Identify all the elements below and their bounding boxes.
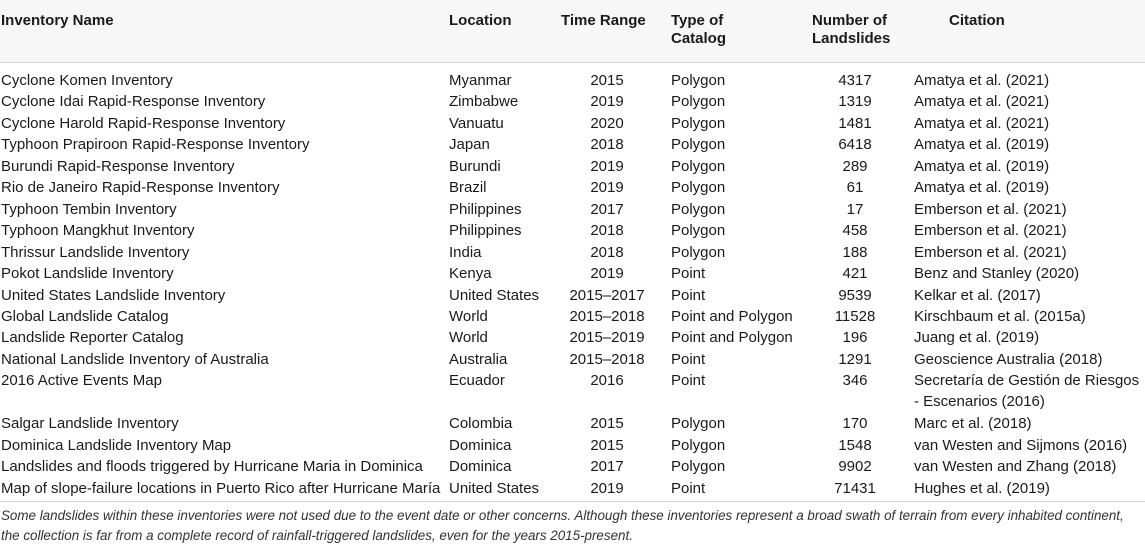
- cell-number-of-landslides: 196: [842, 329, 868, 347]
- cell-location: Vanuatu: [449, 114, 504, 132]
- cell-location: Philippines: [449, 200, 522, 218]
- header-inventory-name: Inventory Name: [1, 12, 114, 29]
- cell-citation: Kirschbaum et al. (2015a): [914, 307, 1086, 325]
- cell-inventory-name: Global Landslide Catalog: [1, 307, 169, 325]
- cell-time-range: 2017: [590, 200, 624, 218]
- cell-time-range: 2020: [590, 114, 624, 132]
- cell-inventory-name: 2016 Active Events Map: [1, 372, 162, 390]
- cell-type-of-catalog: Polygon: [671, 114, 726, 132]
- cell-location: Brazil: [449, 179, 487, 197]
- table-row: [0, 327, 1145, 348]
- cell-number-of-landslides: 6418: [838, 136, 872, 154]
- cell-time-range: 2018: [590, 222, 624, 240]
- cell-citation: van Westen and Sijmons (2016): [914, 436, 1128, 454]
- cell-citation: Emberson et al. (2021): [914, 222, 1067, 240]
- table-row: [0, 242, 1145, 263]
- cell-location: Zimbabwe: [449, 93, 519, 111]
- cell-citation: Juang et al. (2019): [914, 329, 1040, 347]
- cell-type-of-catalog: Polygon: [671, 222, 726, 240]
- cell-inventory-name: Cyclone Komen Inventory: [1, 72, 173, 89]
- cell-type-of-catalog: Point and Polygon: [671, 307, 793, 325]
- cell-number-of-landslides: 458: [842, 222, 868, 240]
- cell-citation: Benz and Stanley (2020): [914, 265, 1080, 283]
- cell-citation: Amatya et al. (2019): [914, 136, 1050, 154]
- cell-number-of-landslides: 346: [842, 372, 868, 390]
- cell-citation: Marc et al. (2018): [914, 415, 1032, 433]
- table-row: [0, 177, 1145, 198]
- cell-inventory-name: Landslide Reporter Catalog: [1, 329, 184, 347]
- table-row: [0, 478, 1145, 499]
- table-row: [0, 456, 1145, 477]
- table-row: [0, 349, 1145, 370]
- cell-time-range: 2019: [590, 265, 624, 283]
- cell-time-range: 2015–2019: [569, 329, 645, 347]
- cell-time-range: 2019: [590, 479, 624, 497]
- cell-time-range: 2019: [590, 157, 624, 175]
- header-number-line2: Landslides: [812, 30, 891, 47]
- cell-inventory-name: Dominica Landslide Inventory Map: [1, 436, 232, 454]
- table-header: [0, 0, 1145, 63]
- cell-time-range: 2015: [590, 415, 624, 433]
- cell-type-of-catalog: Point: [671, 265, 706, 283]
- cell-type-of-catalog: Point: [671, 372, 706, 390]
- cell-type-of-catalog: Polygon: [671, 436, 726, 454]
- cell-type-of-catalog: Polygon: [671, 157, 726, 175]
- cell-type-of-catalog: Point and Polygon: [671, 329, 793, 347]
- cell-type-of-catalog: Polygon: [671, 458, 726, 476]
- cell-location: Philippines: [449, 222, 522, 240]
- cell-time-range: 2015: [590, 436, 624, 454]
- header-number-line1: Number of: [812, 12, 887, 29]
- cell-time-range: 2018: [590, 243, 624, 261]
- cell-number-of-landslides: 1481: [838, 114, 872, 132]
- cell-location: Japan: [449, 136, 490, 154]
- cell-inventory-name: Burundi Rapid-Response Inventory: [1, 157, 235, 175]
- cell-location: Dominica: [449, 458, 512, 476]
- cell-location: India: [449, 243, 482, 261]
- cell-inventory-name: Typhoon Prapiroon Rapid-Response Inventory: [1, 136, 310, 154]
- cell-time-range: 2017: [590, 458, 624, 476]
- cell-number-of-landslides: 61: [846, 179, 864, 197]
- header-location: Location: [449, 12, 512, 29]
- cell-number-of-landslides: 170: [842, 415, 868, 433]
- table-row: [0, 91, 1145, 112]
- cell-location: Kenya: [449, 265, 492, 283]
- cell-time-range: 2015: [590, 72, 624, 89]
- cell-type-of-catalog: Polygon: [671, 179, 726, 197]
- cell-time-range: 2018: [590, 136, 624, 154]
- cell-type-of-catalog: Polygon: [671, 200, 726, 218]
- cell-time-range: 2015–2018: [569, 350, 645, 368]
- cell-citation: Amatya et al. (2021): [914, 93, 1050, 111]
- table-row: [0, 70, 1145, 91]
- cell-citation: Emberson et al. (2021): [914, 243, 1067, 261]
- table-row: [0, 263, 1145, 284]
- table-row: [0, 370, 1145, 411]
- table-footnote: Some landslides within these inventories were not used due to the event date or other concerns. Although these inventories represent a broad swath of terrain from every inhabited continent, the collection is far from a complete record of rainfall-triggered landslides, even for the years 2015-present.: [1, 508, 1124, 543]
- cell-type-of-catalog: Point: [671, 350, 706, 368]
- cell-citation: Hughes et al. (2019): [914, 479, 1050, 497]
- header-type-of-catalog: [671, 12, 726, 48]
- cell-location: World: [449, 307, 488, 325]
- cell-number-of-landslides: 421: [842, 265, 868, 283]
- cell-citation: Amatya et al. (2021): [914, 114, 1050, 132]
- cell-time-range: 2019: [590, 93, 624, 111]
- cell-type-of-catalog: Polygon: [671, 415, 726, 433]
- cell-number-of-landslides: 17: [846, 200, 864, 218]
- cell-number-of-landslides: 71431: [834, 479, 876, 497]
- header-citation: Citation: [949, 12, 1005, 29]
- cell-inventory-name: Typhoon Mangkhut Inventory: [1, 222, 195, 240]
- cell-citation: Amatya et al. (2021): [914, 72, 1050, 89]
- cell-time-range: 2019: [590, 179, 624, 197]
- cell-citation: Amatya et al. (2019): [914, 157, 1050, 175]
- cell-inventory-name: Rio de Janeiro Rapid-Response Inventory: [1, 179, 280, 197]
- cell-number-of-landslides: 188: [842, 243, 868, 261]
- cell-location: Dominica: [449, 436, 512, 454]
- cell-inventory-name: Cyclone Harold Rapid-Response Inventory: [1, 114, 286, 132]
- cell-type-of-catalog: Polygon: [671, 72, 726, 89]
- cell-location: Colombia: [449, 415, 513, 433]
- cell-location: World: [449, 329, 488, 347]
- cell-citation: Kelkar et al. (2017): [914, 286, 1041, 304]
- cell-location: Australia: [449, 350, 508, 368]
- cell-inventory-name: National Landslide Inventory of Australia: [1, 350, 269, 368]
- table-row: [0, 113, 1145, 134]
- table-row: [0, 134, 1145, 155]
- table-row: [0, 220, 1145, 241]
- cell-type-of-catalog: Point: [671, 286, 706, 304]
- cell-citation: Amatya et al. (2019): [914, 179, 1050, 197]
- table-bottom-rule: [0, 501, 1145, 502]
- table-row: [0, 435, 1145, 456]
- cell-location: Myanmar: [449, 72, 512, 89]
- header-time-range: Time Range: [561, 12, 646, 29]
- cell-citation: Secretaría de Gestión de Riesgos - Escenarios (2016): [914, 372, 1140, 411]
- cell-inventory-name: Pokot Landslide Inventory: [1, 265, 174, 283]
- cell-type-of-catalog: Point: [671, 479, 706, 497]
- cell-number-of-landslides: 4317: [838, 72, 872, 89]
- cell-type-of-catalog: Polygon: [671, 136, 726, 154]
- cell-inventory-name: Thrissur Landslide Inventory: [1, 243, 190, 261]
- cell-inventory-name: Salgar Landslide Inventory: [1, 415, 179, 433]
- cell-inventory-name: Typhoon Tembin Inventory: [1, 200, 177, 218]
- cell-number-of-landslides: 11528: [834, 307, 876, 325]
- table-row: [0, 285, 1145, 306]
- header-type-line1: Type of: [671, 12, 724, 29]
- cell-inventory-name: Landslides and floods triggered by Hurricane Maria in Dominica: [1, 458, 423, 476]
- cell-location: United States: [449, 286, 540, 304]
- cell-number-of-landslides: 9539: [838, 286, 872, 304]
- cell-type-of-catalog: Polygon: [671, 243, 726, 261]
- cell-number-of-landslides: 1291: [838, 350, 872, 368]
- cell-time-range: 2015–2018: [569, 307, 645, 325]
- header-number-of-landslides: [812, 12, 890, 48]
- cell-citation: Geoscience Australia (2018): [914, 350, 1103, 368]
- table-row: [0, 156, 1145, 177]
- cell-number-of-landslides: 9902: [838, 458, 872, 476]
- cell-location: Burundi: [449, 157, 501, 175]
- cell-number-of-landslides: 1319: [838, 93, 872, 111]
- cell-type-of-catalog: Polygon: [671, 93, 726, 111]
- cell-citation: van Westen and Zhang (2018): [914, 458, 1117, 476]
- table-row: [0, 306, 1145, 327]
- cell-inventory-name: United States Landslide Inventory: [1, 286, 226, 304]
- cell-location: United States: [449, 479, 540, 497]
- cell-inventory-name: Map of slope-failure locations in Puerto Rico after Hurricane María: [1, 479, 441, 497]
- table-row: [0, 199, 1145, 220]
- cell-citation: Emberson et al. (2021): [914, 200, 1067, 218]
- header-type-line2: Catalog: [671, 30, 727, 47]
- cell-time-range: 2016: [590, 372, 624, 390]
- cell-inventory-name: Cyclone Idai Rapid-Response Inventory: [1, 93, 266, 111]
- cell-time-range: 2015–2017: [569, 286, 645, 304]
- cell-location: Ecuador: [449, 372, 505, 390]
- table-row: [0, 413, 1145, 434]
- cell-number-of-landslides: 1548: [838, 436, 872, 454]
- cell-number-of-landslides: 289: [842, 157, 868, 175]
